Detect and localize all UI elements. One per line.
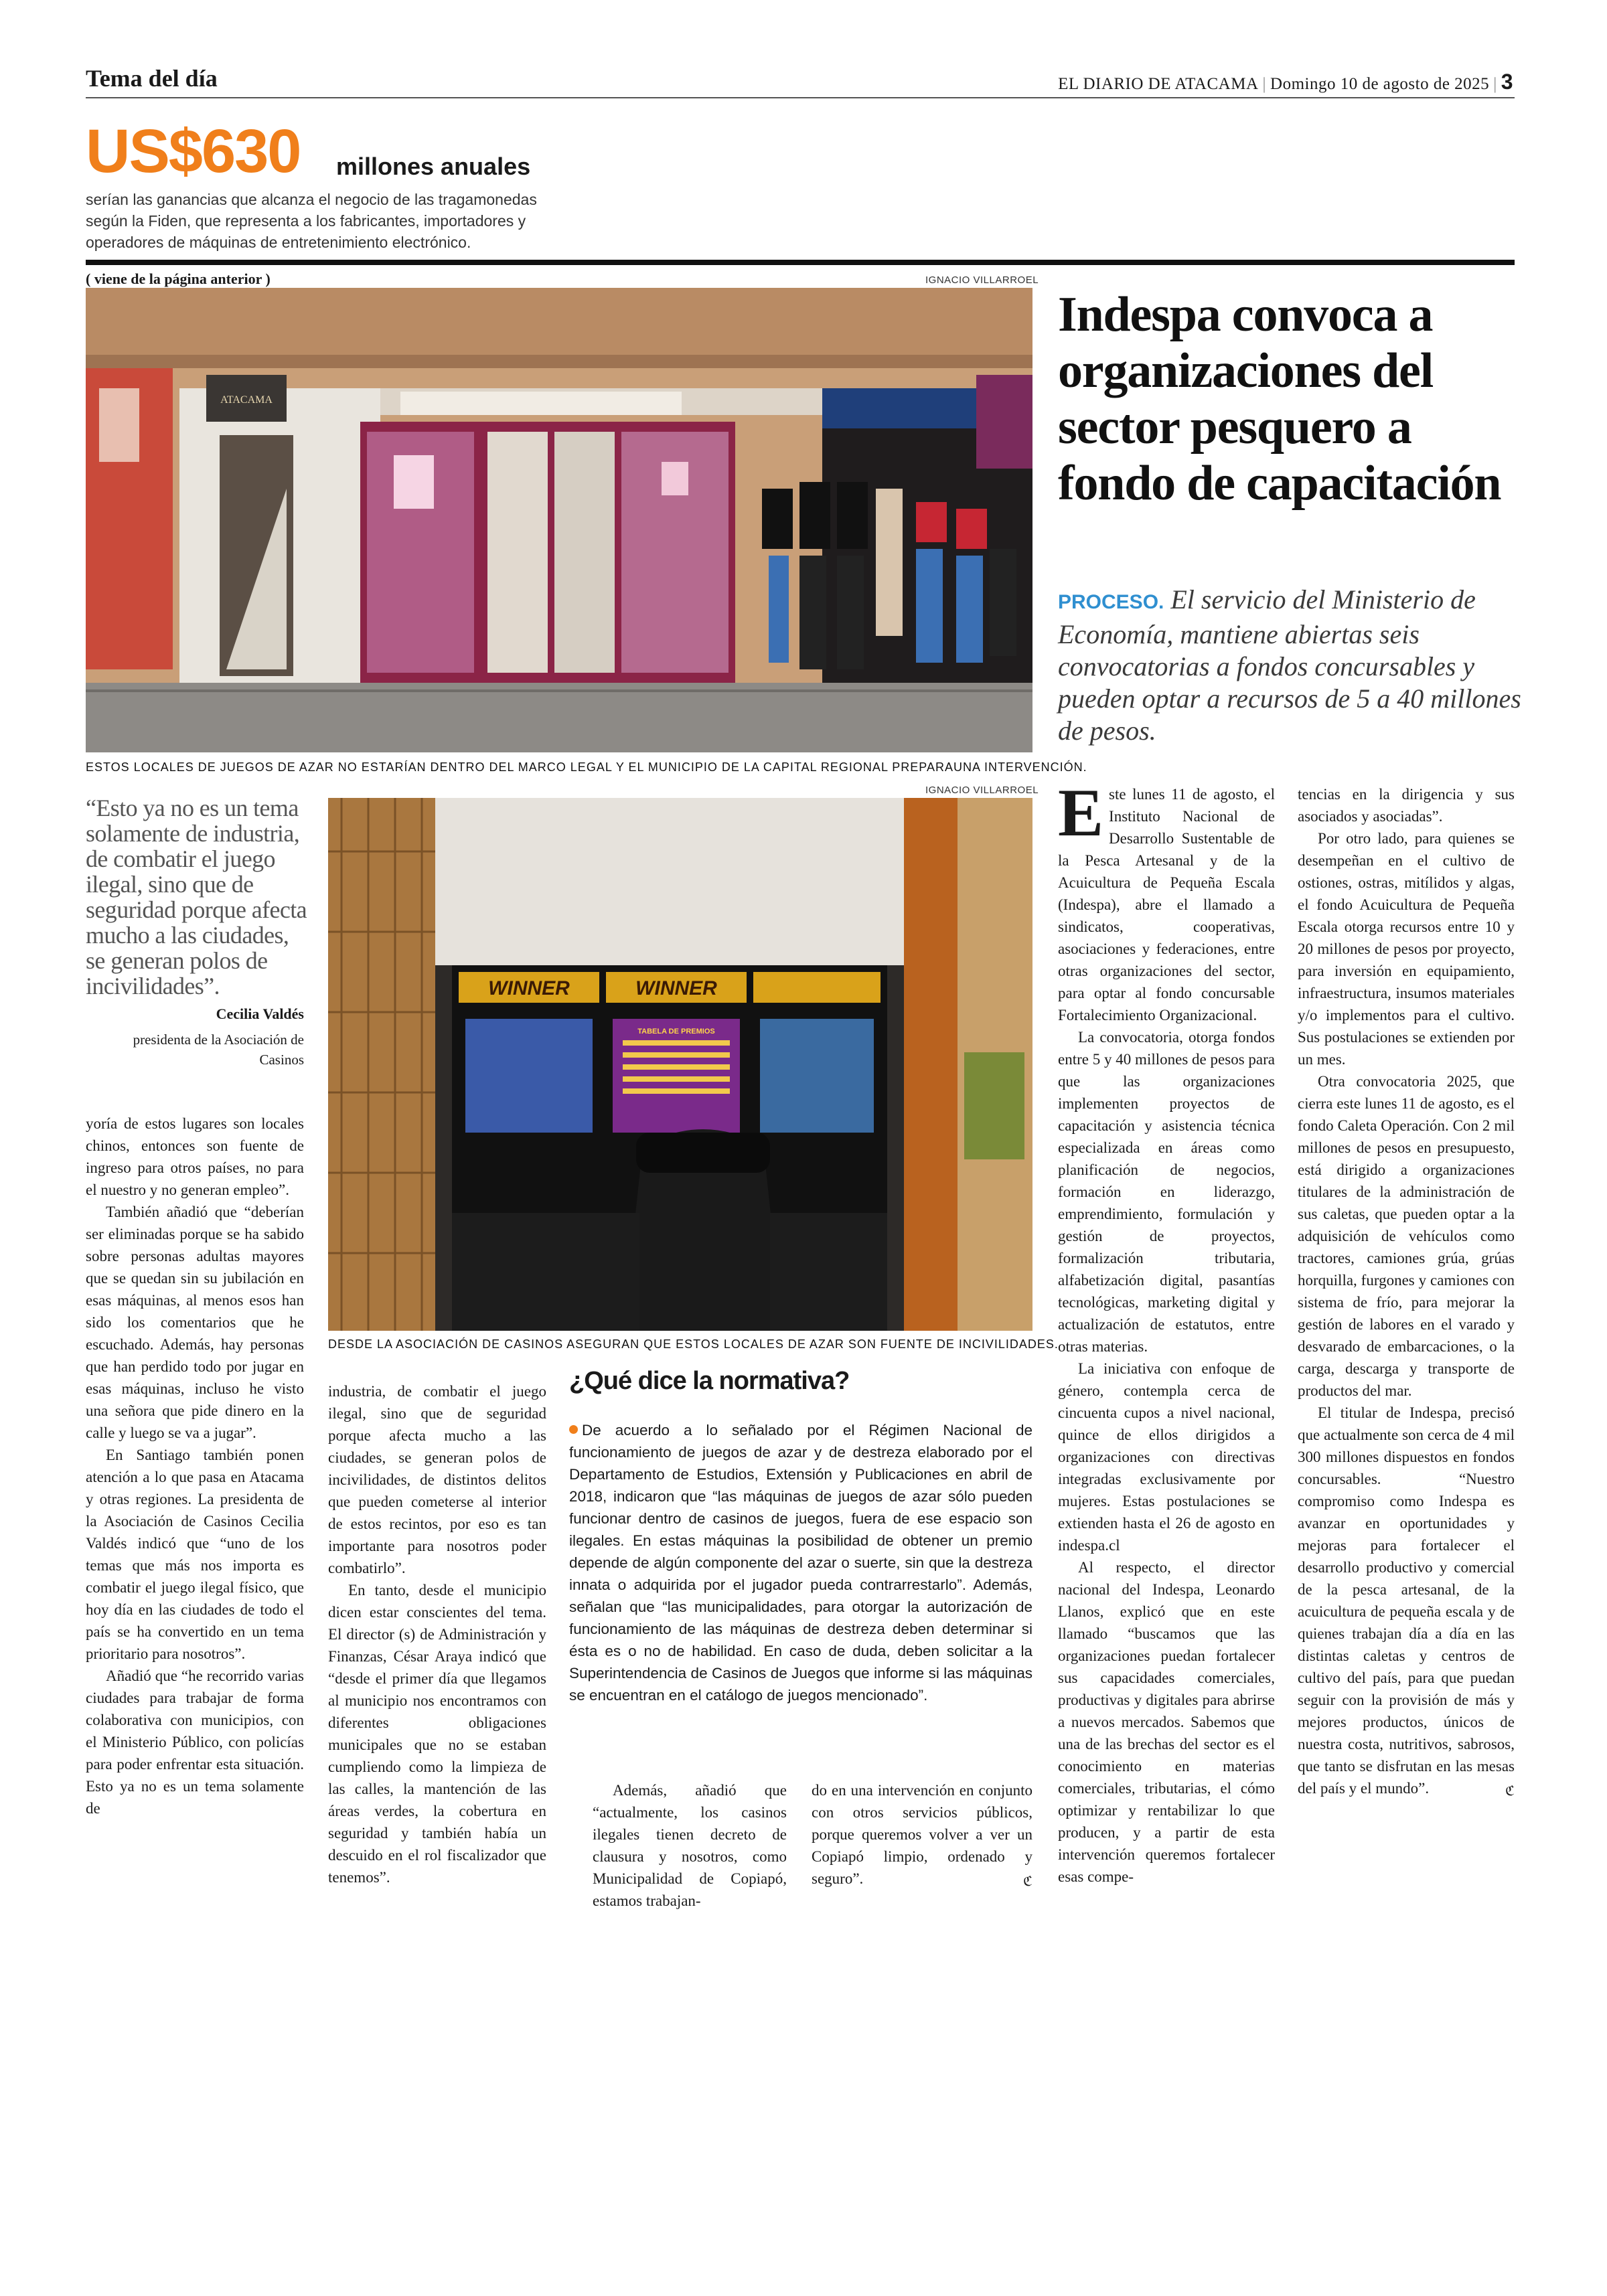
paragraph: Al respecto, el director nacional del Indespa, Leonardo Llanos, explicó que en este llamado “buscamos que las organizaciones puedan fortalecer sus capacidades comerciales, productivas y digitales para abrirse a nuevos mercados. Sabemos que una de las brechas del sector es el conocimiento en materias comerciales, tributarias, el cómo optimizar y rentabilizar lo que producen, y a partir de esta intervención queremos fortalecer esas compe- — [1058, 1559, 1275, 1885]
article1-column1 — [86, 1113, 304, 1819]
paragraph: La convocatoria, otorga fondos entre 5 y 40 millones de pesos para que las organizaciones implementen proyectos de capacitación y asistencia técnica especializada en áreas como planificación de negocios, formación en liderazgo, emprendimiento, formulación y gestión de proyectos, formalización tributaria, alfabetización digital, pasantías tecnológicas, marketing digital y actualización de estatutos, entre otras materias. — [1058, 1029, 1275, 1355]
stat-description: serían las ganancias que alcanza el negocio de las tragamonedas según la Fiden, que representa a los fabricantes, importadores y operadores de máquinas de entretenimiento electrónico. — [86, 191, 537, 251]
stat-value: US$630 — [86, 117, 301, 185]
paragraph-text: El titular de Indespa, precisó que actualmente son cerca de 4 mil 300 millones dispuestos en fondos concursables. “Nuestro compromiso como Indespa es avanzar en oportunidades y mejoras para fortalecer el desarrollo productivo y comercial de la pesca artesanal, de la acuicultura de pequeña escala y de quienes trabajan día a día en las distintas caletas y centros de cultivo del país, para que puedan seguir con la provisión de más y mejores productos, únicos de nuestra costa, nutritivos, sabrosos, que tanto se disfrutan en las mesas del país y el mundo”. — [1298, 1404, 1515, 1797]
paragraph: La iniciativa con enfoque de género, contempla cerca de cincuenta cupos a nivel nacional, quince de ellos dirigidos a organizaciones con directivas integradas exclusivamente por mujeres. Estas postulaciones se extienden hasta el 26 de agosto en indespa.cl — [1058, 1360, 1275, 1554]
photo2-caption: DESDE LA ASOCIACIÓN DE CASINOS ASEGURAN QUE ESTOS LOCALES DE AZAR SON FUENTE DE INCIVILIDADES. — [328, 1337, 1059, 1351]
machine-label-1: WINNER — [488, 977, 570, 999]
article2-deck — [1058, 584, 1527, 747]
header-rule — [86, 97, 1515, 98]
quote-role: presidenta de la Asociación de Casinos — [133, 1032, 304, 1068]
box-paragraph: De acuerdo a lo señalado por el Régimen Nacional de funcionamiento de juegos de azar y de destreza elaborado por el Departamento de Estudios, Extensión y Publicaciones en abril de 2018, indicaron que “las máquinas de juegos de azar sólo pueden funcionar dentro de casinos de juegos, fuera de ese espacio son ilegales. En estas máquinas la posibilidad de obtener un premio depende de algún componente del azar o suerte, sin que la destreza innata o adquirida por el jugador pueda contrarrestarlo”. Además, señalan que “las municipalidades, para otorgar la autorización de funcionamiento de las máquinas de destreza deben determinar si ésta es o no de habilidad. En caso de duda, deben solicitar a la Superintendencia de Casinos de Juegos que informe si las máquinas se encuentran en el catálogo de juegos mencionado”. — [569, 1422, 1032, 1704]
quote-author: Cecilia Valdés — [216, 1005, 304, 1022]
article1-column3 — [593, 1779, 787, 1912]
continued-note: ( viene de la página anterior ) — [86, 270, 271, 287]
deck-text: El servicio del Ministerio de Economía, mantiene abiertas seis convocatorias a fondos concursables y pueden optar a recursos de 5 a 40 millones de pesos. — [1058, 584, 1521, 746]
paragraph: tencias en la dirigencia y sus asociados y asociadas”. — [1298, 786, 1515, 825]
paragraph — [1298, 1402, 1515, 1799]
machine-label-2: WINNER — [635, 977, 717, 999]
end-mark-icon: ℭ — [1505, 1783, 1515, 1799]
issue-date: Domingo 10 de agosto de 2025 — [1270, 75, 1490, 93]
deck-kicker: PROCESO. — [1058, 591, 1164, 613]
slot-machines-illustration — [328, 798, 1032, 1331]
stat-unit: millones anuales — [336, 153, 531, 180]
bullet-icon — [569, 1425, 578, 1434]
paragraph: industria, de combatir el juego ilegal, sino que de seguridad porque afecta mucho a las ciudades, se generan polos de incivilidades, de distintos delitos que pueden cometerse al interior de estos recintos, por eso es tan importante para nosotros poder combatirlo”. — [328, 1383, 546, 1576]
paragraph: En Santiago también ponen atención a lo que pasa en Atacama y otras regiones. La presidenta de la Asociación de Casinos Cecilia Valdés indicó que “uno de los temas que más nos importa es combatir el juego ilegal físico, que hoy día en las ciudades de todo el país se ha convertido en un tema prioritario para nosotros”. — [86, 1447, 304, 1662]
screen-label: TABELA DE PREMIOS — [637, 1028, 715, 1036]
paragraph — [812, 1779, 1032, 1890]
dropcap: E — [1058, 775, 1104, 851]
storefront-illustration — [86, 288, 1032, 752]
article1-column4 — [812, 1779, 1032, 1892]
photo2-credit: IGNACIO VILLARROEL — [925, 785, 1039, 796]
pull-quote: “Esto ya no es un tema solamente de industria, de combatir el juego ilegal, sino que de seguridad porque afecta mucho a las ciudades, se generan polos de incivilidades”. — [86, 795, 307, 999]
paragraph: Además, añadió que “actualmente, los casinos ilegales tienen decreto de clausura y nosotros, como Municipalidad de Copiapó, estamos trabajan- — [593, 1782, 787, 1909]
article2-column2 — [1298, 783, 1515, 1802]
paragraph — [1058, 775, 1275, 1026]
paragraph-text: do en una intervención en conjunto con otros servicios públicos, porque queremos volver a ver un Copiapó limpio, ordenado y seguro”. — [812, 1782, 1032, 1887]
storefront-photo — [86, 288, 1032, 752]
normativa-box-text — [569, 1419, 1032, 1706]
paragraph: yoría de estos lugares son locales chinos, entonces son fuente de ingreso para otros países, no para el nuestro y no generan empleo”. — [86, 1115, 304, 1198]
photo1-credit: IGNACIO VILLARROEL — [925, 274, 1039, 286]
normativa-box-title: ¿Qué dice la normativa? — [569, 1367, 850, 1395]
paragraph-text: ste lunes 11 de agosto, el Instituto Nacional de Desarrollo Sustentable de la Pesca Artesanal y de la Acuicultura de Pequeña Escala (Indespa), abre el llamado a sindicatos, cooperativas, asociaciones y federaciones, entre otras organizaciones del sector, para optar al fondo concursable Fortalecimiento Organizacional. — [1058, 786, 1275, 1023]
article2-headline: Indespa convoca a organizaciones del sector pesquero a fondo de capacitación — [1058, 287, 1501, 511]
paragraph: Añadió que “he recorrido varias ciudades para trabajar de forma colaborativa con municipios, con el Ministerio Público, con policías para poder enfrentar esta situación. Esto ya no es un tema solamente de — [86, 1667, 304, 1817]
paragraph: Por otro lado, para quienes se desempeñan en el cultivo de ostiones, ostras, mitílidos y algas, el fondo Acuicultura de Pequeña Escala otorga recursos entre 10 y 20 millones de pesos por proyecto, para inversión en equipamiento, infraestructura, insumos materiales y/o implementos para el cultivo. Sus postulaciones se extienden por un mes. — [1298, 830, 1515, 1068]
paper-name: EL DIARIO DE ATACAMA — [1058, 75, 1259, 93]
section-label: Tema del día — [86, 65, 218, 92]
paragraph: Otra convocatoria 2025, que cierra este lunes 11 de agosto, es el fondo Caleta Operación. Con 2 mil millones de pesos en presupuesto, está dirigido a organizaciones titulares de la administración de sus caletas, que pueden optar a la adquisición de vehículos como tractores, camiones grúa, grúas horquilla, furgones y camiones con sistema de frío, para mejorar la gestión de labores en el varado y desvarado de embarcaciones, o la carga, descarga y transporte de productos del mar. — [1298, 1073, 1515, 1399]
article1-column2 — [328, 1380, 546, 1888]
sign-text: ATACAMA — [220, 394, 273, 406]
masthead: EL DIARIO DE ATACAMA | Domingo 10 de agosto de 2025 | 3 — [1058, 70, 1513, 94]
photo1-caption: ESTOS LOCALES DE JUEGOS DE AZAR NO ESTARÍAN DENTRO DEL MARCO LEGAL Y EL MUNICIPIO DE LA CAPITAL REGIONAL PREPARAUNA INTERVENCIÓN. — [86, 760, 1087, 774]
article2-column1 — [1058, 775, 1275, 1888]
page-number: 3 — [1501, 70, 1513, 94]
section-rule — [86, 260, 1515, 265]
paragraph: En tanto, desde el municipio dicen estar conscientes del tema. El director (s) de Administración y Finanzas, César Araya indicó que “desde el primer día que llegamos al municipio nos encontramos con diferentes obligaciones municipales que no se estaban cumpliendo como la limpieza de las calles, la mantención de las áreas verdes, la cobertura en seguridad y también había un descuido en el rol fiscalizador que tenemos”. — [328, 1582, 546, 1886]
slot-machines-photo — [328, 798, 1032, 1331]
end-mark-icon: ℭ — [1022, 1873, 1032, 1889]
paragraph: También añadió que “deberían ser eliminadas porque se ha sabido sobre personas adultas mayores que se quedan sin su jubilación en esas máquinas, al menos esos han sido los comentarios que he escuchado. Además, hay personas que han perdido todo por jugar en esas máquinas, incluso he visto una señora que pide dinero en la calle y luego se va a jugar”. — [86, 1204, 304, 1441]
